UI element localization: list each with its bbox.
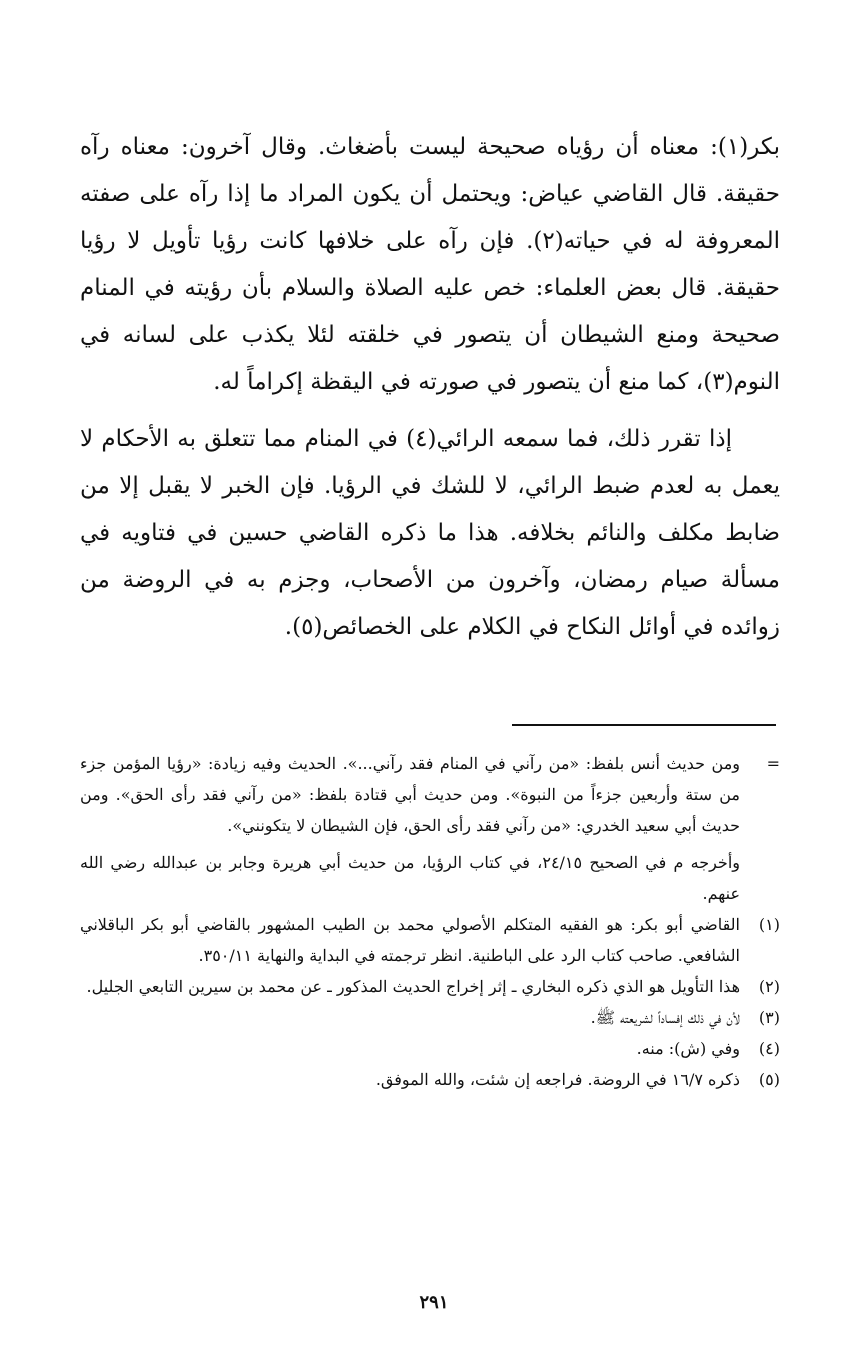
main-text-block xyxy=(80,124,780,651)
footnote-marker: (٤) xyxy=(758,1039,780,1058)
footnote-separator xyxy=(512,724,776,726)
footnote-marker: (٣) xyxy=(758,1008,780,1027)
footnote-text: ومن حديث أنس بلفظ: «من رآني في المنام فقد رآني...». الحديث وفيه زيادة: «رؤيا المؤمن جزء من ستة وأربعين جزءاً من النبوة». ومن حديث أبي قتادة بلفظ: «من رآني فقد رأى الحق». ومن حديث أبي سعيد الخدري: «من رآني فقد رأى الحق، فإن الشيطان لا يتكونني». xyxy=(80,754,740,835)
footnote-item xyxy=(80,748,780,841)
footnote-text: القاضي أبو بكر: هو الفقيه المتكلم الأصولي محمد بن الطيب المشهور بالقاضي أبو بكر الباقلاني الشافعي. صاحب كتاب الرد على الباطنية. انظر ترجمته في البداية والنهاية ٣٥٠/١١. xyxy=(80,915,740,965)
footnote-marker: (٢) xyxy=(758,977,780,996)
footnote-marker: (١) xyxy=(758,915,780,934)
footnote-text: وأخرجه م في الصحيح ٢٤/١٥، في كتاب الرؤيا، من حديث أبي هريرة وجابر بن عبدالله رضي الله عنهم. xyxy=(80,853,740,903)
footnote-item xyxy=(80,1002,780,1033)
paragraph: بكر(١): معناه أن رؤياه صحيحة ليست بأضغاث. وقال آخرون: معناه رآه حقيقة. قال القاضي عياض: ويحتمل أن يكون المراد ما إذا رآه على صفته المعروفة له في حياته(٢). فإن رآه على خلافها كانت رؤيا تأويل لا رؤيا حقيقة. قال بعض العلماء: خص عليه الصلاة والسلام بأن رؤيته في المنام صحيحة ومنع الشيطان أن يتصور في خلقته لئلا يكذب على لسانه في النوم(٣)، كما منع أن يتصور في صورته في اليقظة إكراماً له. xyxy=(80,134,780,395)
page-number: ٢٩١ xyxy=(419,1292,449,1313)
footnote-text: لأن في ذلك إفساداً لشريعته ﷺ. xyxy=(590,1008,740,1027)
footnote-item xyxy=(80,1033,780,1064)
footnote-text: وفي (ش): منه. xyxy=(636,1039,740,1058)
footnote-item xyxy=(80,847,780,909)
footnote-marker: (٥) xyxy=(758,1070,780,1089)
footnote-item xyxy=(80,909,780,971)
footnote-item xyxy=(80,971,780,1002)
paragraph: إذا تقرر ذلك، فما سمعه الرائي(٤) في المنام مما تتعلق به الأحكام لا يعمل به لعدم ضبط الرائي، لا للشك في الرؤيا. فإن الخبر لا يقبل إلا من ضابط مكلف والنائم بخلافه. هذا ما ذكره القاضي حسين في فتاويه في مسألة صيام رمضان، وآخرون من الأصحاب، وجزم به في الروضة من زوائده في أوائل النكاح في الكلام على الخصائص(٥). xyxy=(80,426,780,640)
footnote-text: هذا التأويل هو الذي ذكره البخاري ـ إثر إخراج الحديث المذكور ـ عن محمد بن سيرين التابعي الجليل. xyxy=(86,977,740,996)
footnote-marker: = xyxy=(766,754,780,773)
footnote-item xyxy=(80,1064,780,1095)
footnotes xyxy=(80,748,780,1095)
footnote-text: ذكره ١٦/٧ في الروضة. فراجعه إن شئت، والله الموفق. xyxy=(375,1070,740,1089)
